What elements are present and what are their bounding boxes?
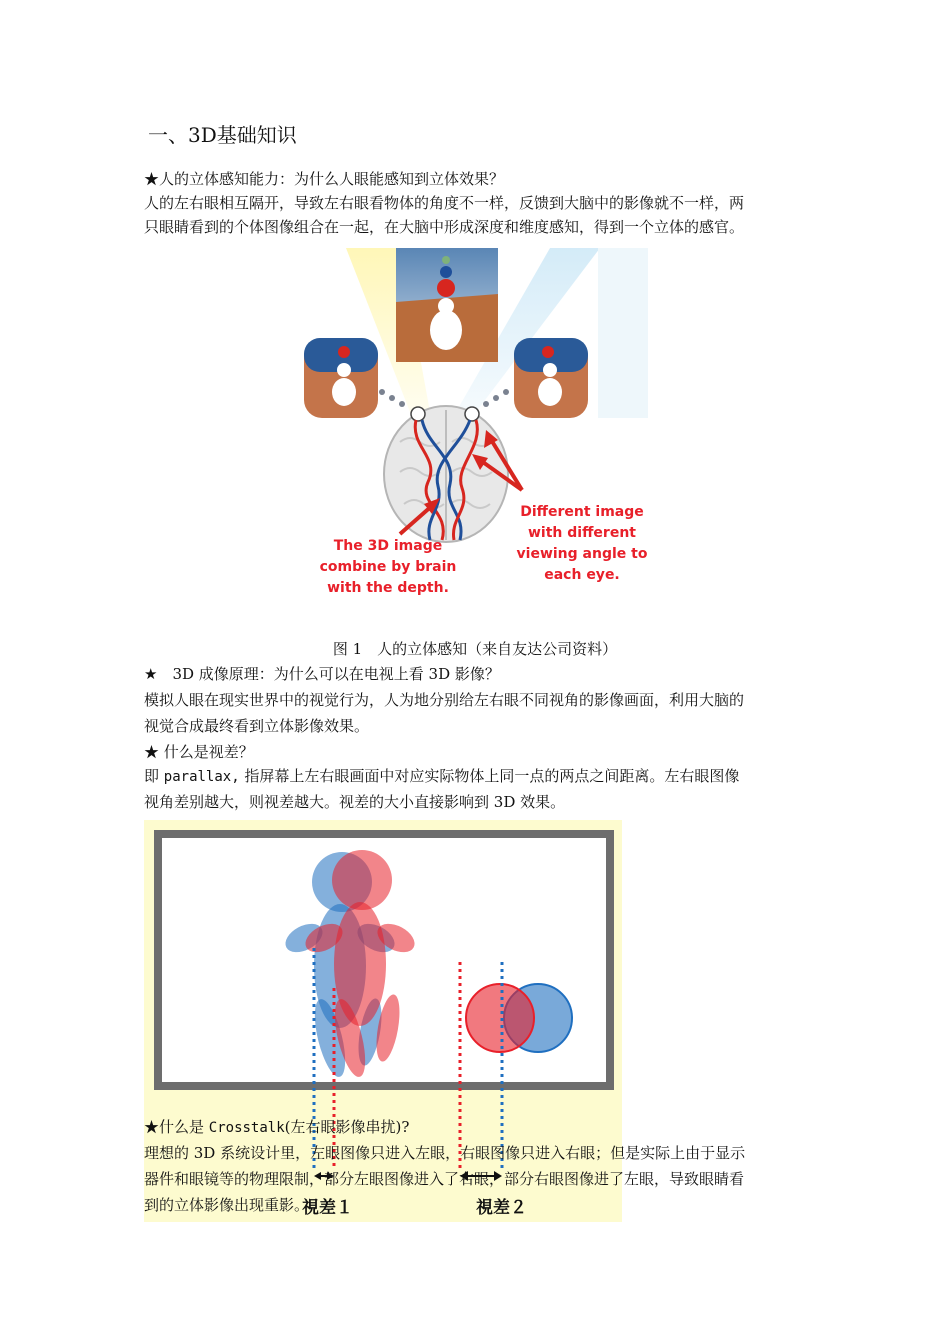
left-label-line3: with the depth. [327, 580, 449, 596]
section3-line1-rest: 指屏幕上左右眼画面中对应实际物体上同一点的两点之间距离。左右眼图像 [239, 767, 740, 785]
left-eyeball-icon [411, 407, 425, 421]
left-label-line1: The 3D image [333, 538, 443, 554]
section1-title: ★人的立体感知能力：为什么人眼能感知到立体效果？ [144, 170, 505, 188]
section3-title: ★ 什么是视差？ [144, 743, 254, 761]
right-label-line4: each eye. [544, 567, 620, 583]
red-circle [466, 984, 534, 1052]
right-label-line1: Different image [520, 504, 644, 520]
section3-line1 [144, 763, 739, 790]
section3-line1-prefix: 即 [144, 767, 164, 785]
section2-line1: 模拟人眼在现实世界中的视觉行为，人为地分别给左右眼不同视角的影像画面，利用大脑的 [144, 691, 745, 709]
right-eye-view [514, 338, 588, 418]
section4-title [144, 1114, 409, 1141]
section4-title-prefix: ★什么是 [144, 1118, 209, 1136]
section4-line3: 到的立体影像出现重影。 [144, 1196, 310, 1214]
section1-line1: 人的左右眼相互隔开，导致左右眼看物体的角度不一样，反馈到大脑中的影像就不一样，两 [144, 194, 745, 212]
section4-line2: 器件和眼镜等的物理限制，部分左眼图像进入了右眼，部分右眼图像进了左眼，导致眼睛看 [144, 1170, 745, 1188]
stereo-perception-figure [300, 242, 652, 604]
section3-line2: 视角差别越大，则视差越大。视差的大小直接影响到 3D 效果。 [144, 793, 566, 811]
right-edge-panel [598, 248, 648, 418]
crosstalk-term: Crosstalk [208, 1120, 285, 1136]
parallax-label-2: 視差２ [476, 1198, 527, 1218]
parallax-label-1: 視差１ [302, 1198, 353, 1218]
right-label-line3: viewing angle to [516, 546, 648, 562]
left-eye-view [304, 338, 378, 418]
section2-title: ★ 3D 成像原理：为什么可以在电视上看 3D 影像？ [144, 665, 500, 683]
right-eyeball-icon [465, 407, 479, 421]
brain-image [384, 406, 508, 542]
left-label-line2: combine by brain [319, 559, 457, 575]
parallax-term: parallax, [163, 769, 240, 785]
section4-line1: 理想的 3D 系统设计里，左眼图像只进入左眼，右眼图像只进入右眼；但是实际上由于显示 [144, 1144, 746, 1162]
section1-line2: 只眼睛看到的个体图像组合在一起，在大脑中形成深度和维度感知，得到一个立体的感官。 [144, 218, 745, 236]
section2-line2: 视觉合成最终看到立体影像效果。 [144, 717, 370, 735]
center-scene-image [396, 248, 498, 362]
right-label-line2: with different [528, 525, 636, 541]
section4-title-rest: (左右眼影像串扰)? [284, 1118, 410, 1136]
section-heading: 一、3D基础知识 [148, 123, 297, 147]
figure1-caption: 图 1 人的立体感知（来自友达公司资料） [332, 640, 618, 658]
